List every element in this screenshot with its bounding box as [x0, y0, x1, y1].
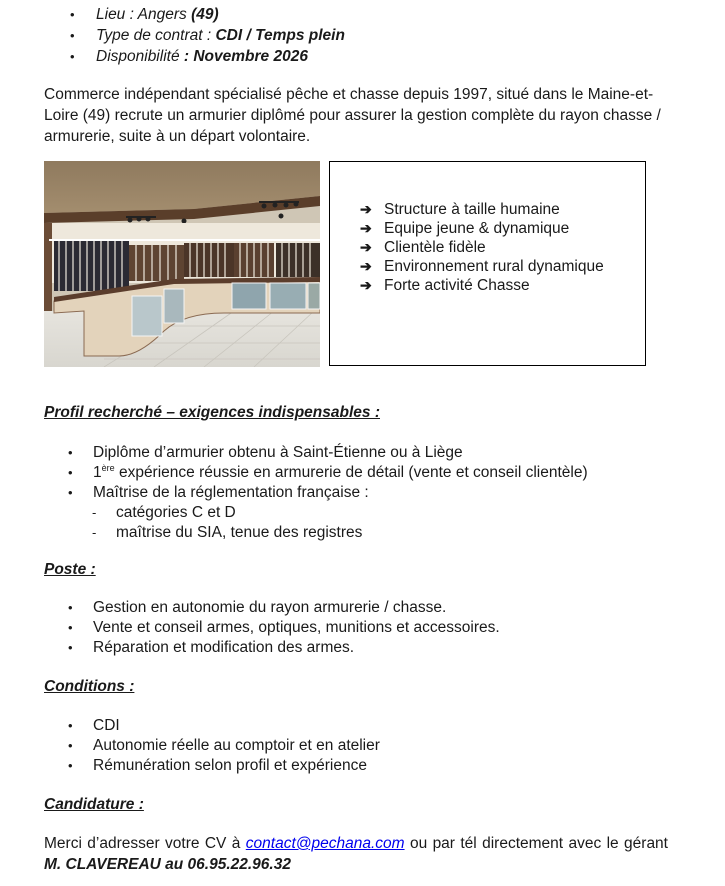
- bullet-icon: •: [68, 620, 73, 635]
- arrow-right-icon: ➔: [360, 239, 372, 255]
- profil-list: [68, 443, 588, 543]
- list-item: • Gestion en autonomie du rayon armurerie / chasse.: [68, 599, 447, 616]
- list-item: • Maîtrise de la réglementation française :: [68, 484, 369, 501]
- bullet-icon: •: [68, 465, 73, 480]
- highlight-item: ➔ Structure à taille humaine: [360, 201, 560, 218]
- job-info-list: [70, 4, 345, 67]
- list-item: • Rémunération selon profil et expérience: [68, 757, 367, 774]
- candidature-heading: Candidature :: [44, 796, 144, 813]
- highlight-item: ➔ Clientèle fidèle: [360, 239, 486, 256]
- arrow-right-icon: ➔: [360, 258, 372, 274]
- arrow-right-icon: ➔: [360, 220, 372, 236]
- info-availability: • Disponibilité : Novembre 2026: [70, 48, 308, 65]
- sub-list-item: - catégories C et D: [92, 504, 236, 521]
- candidature-paragraph: Merci d’adresser votre CV à contact@pechana.com ou par tél directement avec le gérant M. CLAVEREAU au 06.95.22.96.32: [44, 835, 668, 873]
- list-item: • CDI: [68, 717, 120, 734]
- list-item: • Réparation et modification des armes.: [68, 639, 355, 656]
- conditions-list: [68, 716, 380, 776]
- bullet-icon: •: [68, 758, 73, 773]
- bullet-icon: •: [68, 600, 73, 615]
- highlight-item: ➔ Environnement rural dynamique: [360, 258, 604, 275]
- bullet-icon: •: [68, 738, 73, 753]
- intro-paragraph: Commerce indépendant spécialisé pêche et chasse depuis 1997, situé dans le Maine-et-Loire (49) recrute un armurier diplômé pour assurer la gestion complète du rayon chasse / armurerie, suite à un départ volontaire.: [44, 86, 661, 145]
- poste-list: [68, 598, 500, 658]
- bullet-icon: •: [70, 7, 75, 22]
- conditions-heading: Conditions :: [44, 678, 135, 695]
- list-item: • Diplôme d’armurier obtenu à Saint-Étienne ou à Liège: [68, 444, 463, 461]
- dash-icon: -: [92, 505, 97, 520]
- sub-list-item: - maîtrise du SIA, tenue des registres: [92, 524, 363, 541]
- manager-contact: M. CLAVEREAU au 06.95.22.96.32: [44, 856, 291, 873]
- store-photo: [44, 161, 320, 367]
- arrow-right-icon: ➔: [360, 277, 372, 293]
- highlight-item: ➔ Forte activité Chasse: [360, 277, 530, 294]
- arrow-right-icon: ➔: [360, 201, 372, 217]
- highlight-item: ➔ Equipe jeune & dynamique: [360, 220, 570, 237]
- poste-heading: Poste :: [44, 561, 96, 578]
- list-item: • Vente et conseil armes, optiques, munitions et accessoires.: [68, 619, 500, 636]
- bullet-icon: •: [70, 28, 75, 43]
- bullet-icon: •: [68, 485, 73, 500]
- email-link[interactable]: contact@pechana.com: [245, 835, 405, 852]
- info-location: • Lieu : Angers (49): [70, 6, 219, 23]
- highlights-box: [329, 161, 646, 366]
- list-item: • 1ère expérience réussie en armurerie de détail (vente et conseil clientèle): [68, 463, 588, 481]
- profil-heading: Profil recherché – exigences indispensables :: [44, 404, 380, 421]
- bullet-icon: •: [68, 718, 73, 733]
- bullet-icon: •: [68, 445, 73, 460]
- info-contract: • Type de contrat : CDI / Temps plein: [70, 27, 345, 44]
- dash-icon: -: [92, 525, 97, 540]
- list-item: • Autonomie réelle au comptoir et en atelier: [68, 737, 380, 754]
- bullet-icon: •: [68, 640, 73, 655]
- bullet-icon: •: [70, 49, 75, 64]
- highlights-list: [360, 200, 604, 295]
